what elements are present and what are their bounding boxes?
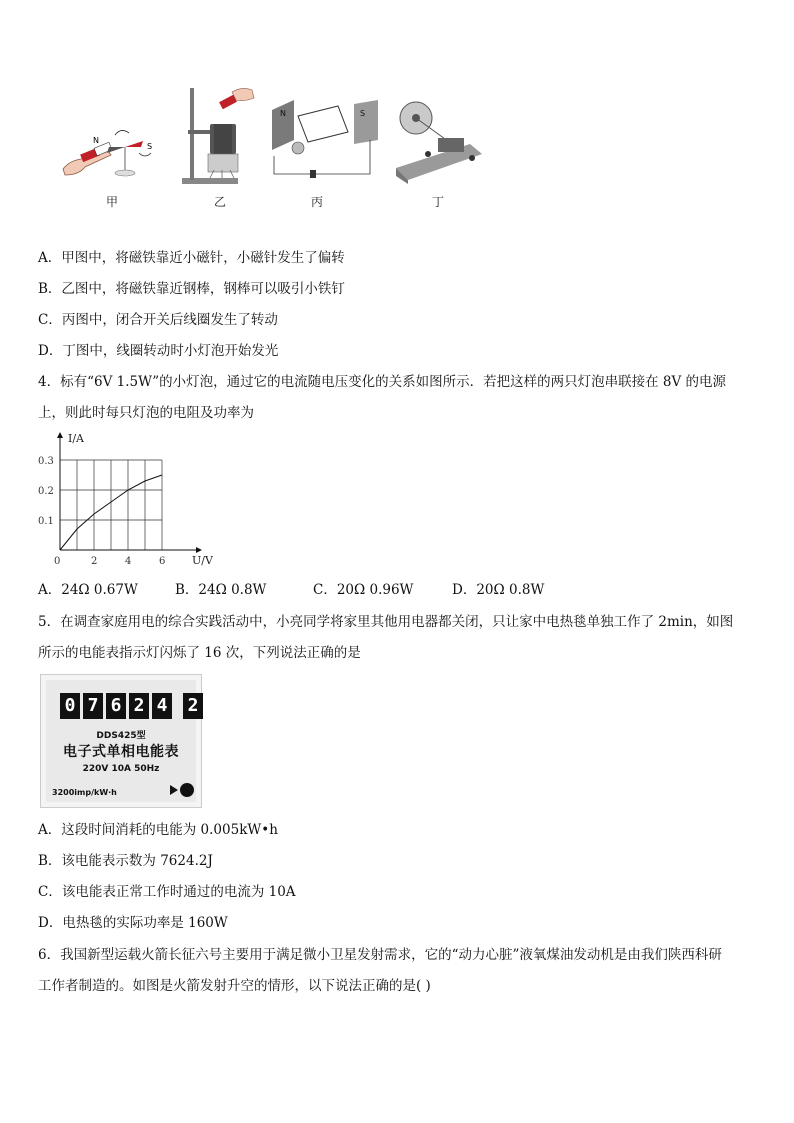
- meter-digit: 2: [129, 693, 149, 719]
- x-axis-label: U/V: [192, 554, 213, 567]
- meter-digit: 6: [106, 693, 126, 719]
- figure-label-ding: 丁: [432, 195, 445, 209]
- meter-indicator-light: [180, 783, 194, 797]
- meter-spec: 220V 10A 50Hz: [82, 764, 160, 774]
- figure-label-jia: 甲: [106, 195, 119, 209]
- n-pole-label: N: [280, 109, 286, 118]
- figure-yi: [178, 84, 258, 188]
- figure-ding: [392, 98, 488, 188]
- figure-jia: [55, 125, 165, 185]
- y-tick-label: 0.1: [38, 516, 54, 527]
- q5-option-d: D．电热毯的实际功率是 160W: [38, 915, 228, 931]
- x-tick-label: 2: [91, 556, 98, 567]
- q5-stem-line2: 所示的电能表指示灯闪烁了 16 次，下列说法正确的是: [38, 645, 361, 661]
- figure-label-bing: 丙: [311, 195, 324, 209]
- meter-digit: 0: [60, 693, 80, 719]
- q4-option-a: A．24Ω 0.67W: [38, 582, 138, 598]
- s-pole-label: S: [147, 142, 153, 151]
- y-axis-arrow-icon: [57, 432, 63, 438]
- q3-option-d: D．丁图中，线圈转动时小灯泡开始发光: [38, 343, 279, 359]
- y-tick-label: 0.3: [38, 456, 54, 467]
- x-axis-arrow-icon: [196, 547, 202, 553]
- meter-counter: [60, 693, 206, 719]
- y-axis-label: I/A: [68, 432, 84, 445]
- meter-digit: 4: [152, 693, 172, 719]
- q6-stem-line1: 6．我国新型运载火箭长征六号主要用于满足微小卫星发射需求，它的“动力心脏”液氧煤油发动机是由我们陕西科研: [38, 947, 722, 963]
- q5-stem-line1: 5．在调查家庭用电的综合实践活动中，小亮同学将家里其他用电器都关闭，只让家中电热毯单独工作了 2min，如图: [38, 614, 734, 630]
- y-tick-label: 0.2: [38, 486, 54, 497]
- q6-stem-line2: 工作者制造的。如图是火箭发射升空的情形，以下说法正确的是( ): [38, 978, 431, 994]
- figure-bing: [268, 96, 383, 188]
- q4-option-b: B．24Ω 0.8W: [175, 582, 267, 598]
- n-pole-label: N: [93, 136, 99, 145]
- iv-chart: [36, 430, 228, 570]
- energy-meter-face: [46, 680, 199, 802]
- q3-option-b: B．乙图中，将磁铁靠近钢棒，钢棒可以吸引小铁钉: [38, 281, 345, 297]
- q5-option-c: C．该电能表正常工作时通过的电流为 10A: [38, 884, 296, 900]
- q5-option-b: B．该电能表示数为 7624.2J: [38, 853, 213, 869]
- q4-option-c: C．20Ω 0.96W: [313, 582, 414, 598]
- meter-decimal-digit: 2: [183, 693, 203, 719]
- meter-arrow-icon: [170, 785, 178, 795]
- q4-option-d: D．20Ω 0.8W: [452, 582, 545, 598]
- figure-label-yi: 乙: [214, 195, 227, 209]
- q4-stem-line1: 4．标有“6V 1.5W”的小灯泡，通过它的电流随电压变化的关系如图所示．若把这样的两只灯泡串联接在 8V 的电源: [38, 374, 727, 390]
- s-pole-label: S: [360, 109, 366, 118]
- meter-digit: 7: [83, 693, 103, 719]
- x-tick-label: 6: [159, 556, 166, 567]
- meter-model: DDS425型: [96, 731, 146, 741]
- x-tick-label: 4: [125, 556, 132, 567]
- meter-name: 电子式单相电能表: [63, 744, 179, 760]
- energy-meter-photo: [40, 674, 202, 808]
- x-tick-label: 0: [54, 556, 61, 567]
- q3-option-c: C．丙图中，闭合开关后线圈发生了转动: [38, 312, 278, 328]
- q5-option-a: A．这段时间消耗的电能为 0.005kW•h: [38, 822, 278, 838]
- meter-constant: 3200imp/kW·h: [52, 788, 117, 797]
- q4-stem-line2: 上，则此时每只灯泡的电阻及功率为: [38, 405, 254, 421]
- q3-option-a: A．甲图中，将磁铁靠近小磁针，小磁针发生了偏转: [38, 250, 345, 266]
